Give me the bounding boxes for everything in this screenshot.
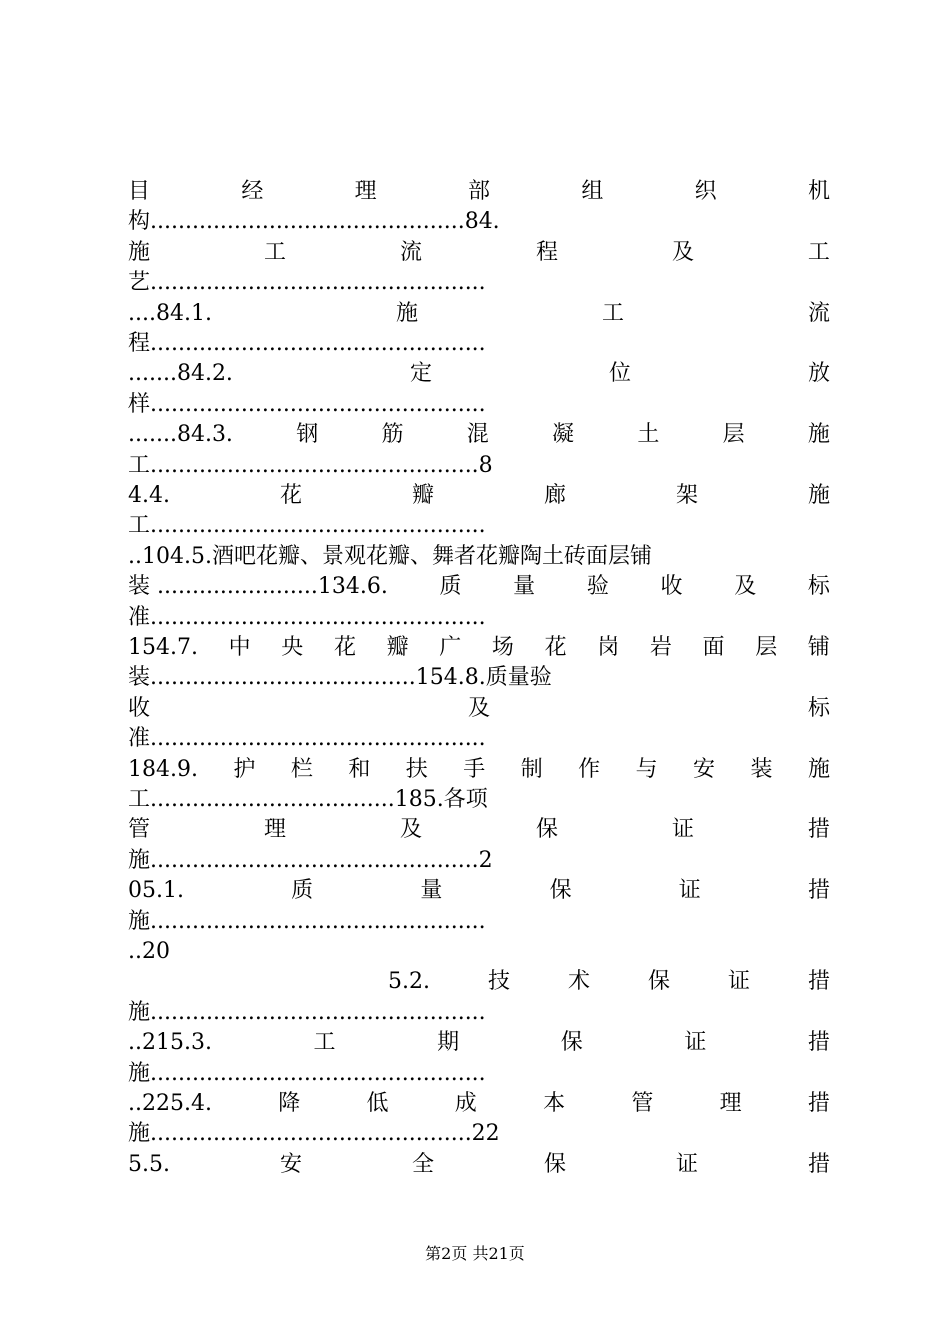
toc-text: 栏 — [290, 757, 313, 782]
toc-line: 准................................................ — [128, 726, 486, 751]
toc-text: 理 — [263, 817, 286, 842]
toc-text: 作 — [578, 757, 601, 782]
toc-line: 工...............................................8 — [128, 453, 493, 478]
toc-line: 装......................................154.8.质量验 — [128, 665, 552, 690]
toc-text: 和 — [348, 757, 371, 782]
toc-line — [128, 572, 830, 602]
toc-text: 花 — [333, 635, 356, 660]
page-footer: 第2页 共21页 — [425, 1244, 525, 1263]
toc-text: 收 — [660, 574, 683, 599]
toc-text: 钢 — [296, 422, 319, 447]
toc-text: 工 — [313, 1030, 336, 1055]
toc-text: 定 — [409, 361, 432, 386]
toc-text: 措 — [807, 1030, 830, 1055]
toc-line: 施................................................ — [128, 909, 486, 934]
toc-text: 期 — [437, 1030, 460, 1055]
toc-line — [128, 359, 830, 389]
toc-text: 质 — [439, 574, 462, 599]
toc-text: 措 — [807, 878, 830, 903]
toc-text: 标 — [807, 696, 830, 721]
toc-text: 组 — [581, 179, 604, 204]
toc-text: 与 — [635, 757, 658, 782]
toc-text: 央 — [281, 635, 304, 660]
toc-text: 护 — [233, 757, 256, 782]
toc-line — [128, 815, 830, 845]
toc-text: 铺 — [807, 635, 830, 660]
toc-text: 岗 — [597, 635, 620, 660]
toc-text: 手 — [463, 757, 486, 782]
toc-text: ..225.4. — [128, 1091, 212, 1116]
toc-line — [128, 299, 830, 329]
toc-text: 工 — [601, 301, 624, 326]
toc-text: 保 — [560, 1030, 583, 1055]
toc-text: 理 — [719, 1091, 742, 1116]
toc-line: 艺................................................ — [128, 270, 486, 295]
toc-text: 5.5. — [128, 1152, 170, 1177]
toc-text: 理 — [354, 179, 377, 204]
toc-text: 机 — [807, 179, 830, 204]
toc-text: 施 — [807, 757, 830, 782]
toc-text: 证 — [671, 817, 694, 842]
toc-text: 廊 — [543, 483, 566, 508]
toc-text: 量 — [420, 878, 443, 903]
toc-text: 筋 — [381, 422, 404, 447]
toc-text: 全 — [411, 1152, 434, 1177]
toc-text: 层 — [722, 422, 745, 447]
toc-text: 措 — [807, 969, 830, 994]
toc-text: 瓣 — [411, 483, 434, 508]
toc-text: 证 — [727, 969, 750, 994]
toc-text: 证 — [684, 1030, 707, 1055]
toc-text: 安 — [693, 757, 716, 782]
toc-text: 量 — [513, 574, 536, 599]
toc-text: 保 — [647, 969, 670, 994]
toc-line: 施..............................................22 — [128, 1121, 500, 1146]
toc-text: 术 — [567, 969, 590, 994]
toc-text: 混 — [466, 422, 489, 447]
toc-text: 184.9. — [128, 757, 198, 782]
toc-text: 岩 — [649, 635, 672, 660]
toc-text: 程 — [535, 240, 558, 265]
toc-text: 证 — [675, 1152, 698, 1177]
toc-text: 降 — [278, 1091, 301, 1116]
toc-text: 广 — [439, 635, 462, 660]
toc-text: .......84.2. — [128, 361, 233, 386]
toc-text: 施 — [128, 240, 151, 265]
toc-text: 目 — [128, 179, 151, 204]
toc-text: 154.7. — [128, 635, 198, 660]
toc-line: 工...................................185.各项 — [128, 787, 488, 812]
toc-text: 装 .......................134.6. — [128, 574, 388, 599]
toc-text: 低 — [366, 1091, 389, 1116]
toc-line: ..20 — [128, 939, 170, 964]
toc-text: 工 — [807, 240, 830, 265]
toc-text: 凝 — [552, 422, 575, 447]
toc-text: 安 — [279, 1152, 302, 1177]
toc-line: 构.............................................84. — [128, 209, 500, 234]
toc-text: 5.2. — [388, 969, 430, 994]
toc-text: 流 — [399, 240, 422, 265]
toc-text: 质 — [291, 878, 314, 903]
toc-line: 施................................................ — [128, 1061, 486, 1086]
toc-text: 验 — [586, 574, 609, 599]
toc-text: 部 — [467, 179, 490, 204]
toc-text: .......84.3. — [128, 422, 233, 447]
toc-text: 措 — [807, 1091, 830, 1116]
toc-text: 场 — [491, 635, 514, 660]
toc-text: 收 — [128, 696, 151, 721]
toc-line: 施................................................ — [128, 1000, 486, 1025]
toc-text: ..215.3. — [128, 1030, 212, 1055]
toc-line — [128, 755, 830, 785]
toc-line — [128, 1089, 830, 1119]
toc-text: 工 — [263, 240, 286, 265]
toc-line — [128, 238, 830, 268]
toc-line — [128, 633, 830, 663]
toc-line — [128, 1028, 830, 1058]
toc-text: 放 — [807, 361, 830, 386]
toc-line — [128, 177, 830, 207]
toc-text: 及 — [734, 574, 757, 599]
toc-text: 及 — [467, 696, 490, 721]
toc-text: 架 — [675, 483, 698, 508]
toc-text: ....84.1. — [128, 301, 212, 326]
toc-text: 位 — [608, 361, 631, 386]
toc-line — [128, 694, 830, 724]
toc-text: 措 — [807, 1152, 830, 1177]
toc-line: 工................................................ — [128, 513, 486, 538]
toc-text: 施 — [807, 483, 830, 508]
toc-text: 层 — [755, 635, 778, 660]
toc-text: 中 — [228, 635, 251, 660]
toc-text: 面 — [702, 635, 725, 660]
toc-text: 4.4. — [128, 483, 170, 508]
toc-line — [128, 876, 830, 906]
toc-text: 装 — [750, 757, 773, 782]
toc-text: 05.1. — [128, 878, 184, 903]
toc-text: 扶 — [405, 757, 428, 782]
toc-text: ..104.5.酒吧花瓣、景观花瓣、舞者花瓣陶土砖面层铺 — [128, 544, 652, 569]
toc-line: 准................................................ — [128, 605, 486, 630]
toc-text: 经 — [241, 179, 264, 204]
toc-line: 施...............................................2 — [128, 848, 493, 873]
toc-text: 及 — [399, 817, 422, 842]
toc-line — [388, 967, 830, 997]
toc-text: 制 — [520, 757, 543, 782]
toc-text: 花 — [544, 635, 567, 660]
toc-text: 技 — [487, 969, 510, 994]
toc-line — [128, 420, 830, 450]
toc-line: 程................................................ — [128, 331, 486, 356]
toc-text: 保 — [543, 1152, 566, 1177]
toc-text: 及 — [671, 240, 694, 265]
toc-text: 成 — [454, 1091, 477, 1116]
toc-text: 织 — [694, 179, 717, 204]
toc-text: 本 — [543, 1091, 566, 1116]
toc-line — [128, 542, 830, 572]
toc-line — [128, 1150, 830, 1180]
toc-text: 管 — [128, 817, 151, 842]
toc-text: 管 — [631, 1091, 654, 1116]
toc-text: 施 — [807, 422, 830, 447]
toc-text: 瓣 — [386, 635, 409, 660]
toc-text: 土 — [637, 422, 660, 447]
toc-text: 保 — [535, 817, 558, 842]
toc-line: 样................................................ — [128, 392, 486, 417]
toc-line — [128, 481, 830, 511]
toc-text: 保 — [549, 878, 572, 903]
toc-text: 施 — [395, 301, 418, 326]
toc-text: 证 — [678, 878, 701, 903]
toc-text: 流 — [807, 301, 830, 326]
toc-text: 花 — [279, 483, 302, 508]
toc-text: 标 — [807, 574, 830, 599]
toc-text: 措 — [807, 817, 830, 842]
